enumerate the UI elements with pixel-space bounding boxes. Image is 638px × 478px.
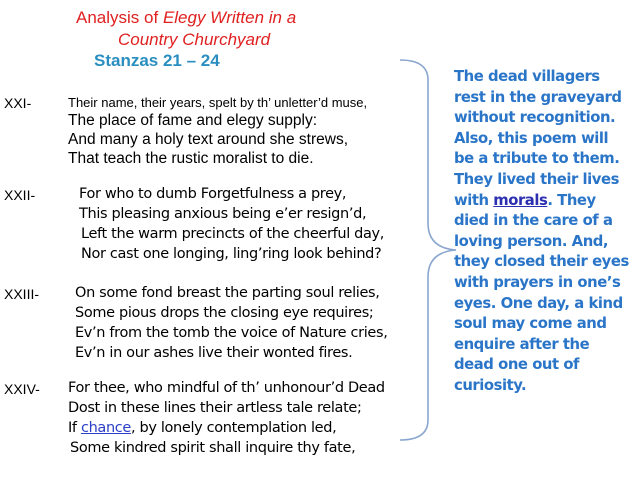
summary-line: with prayers in one’s bbox=[454, 273, 621, 291]
summary-line: enquire after the bbox=[454, 335, 590, 353]
stanza-number-24: XXIV- bbox=[4, 381, 40, 397]
title-prefix: Analysis of bbox=[76, 8, 163, 27]
summary-line: they closed their eyes bbox=[454, 253, 629, 271]
summary-line-morals bbox=[454, 191, 632, 212]
morals-link[interactable]: morals bbox=[493, 191, 548, 209]
stanza-21-line-4: That teach the rustic moralist to die. bbox=[68, 150, 314, 167]
stanza-23-line-2: Some pious drops the closing eye requires; bbox=[75, 305, 374, 321]
stanza-24-line-2: Dost in these lines their artless tale relate; bbox=[68, 400, 362, 416]
summary-line: curiosity. bbox=[454, 376, 527, 394]
title-italic-2: Country Churchyard bbox=[118, 30, 271, 49]
summary-text bbox=[454, 67, 632, 397]
title-italic-1: Elegy Written in a bbox=[162, 8, 297, 27]
title-line-2 bbox=[118, 30, 270, 50]
summary-line: without recognition. bbox=[454, 109, 616, 127]
stanza-24-line-4: Some kindred spirit shall inquire thy fate, bbox=[70, 440, 356, 456]
summary-line: eyes. One day, a kind bbox=[454, 294, 623, 312]
summary-line: soul may come and bbox=[454, 315, 607, 333]
summary-with: with bbox=[454, 191, 494, 209]
subtitle: Stanzas 21 – 24 bbox=[94, 51, 220, 70]
summary-line: rest in the graveyard bbox=[454, 88, 622, 106]
stanza-number-23: XXIII- bbox=[4, 286, 40, 302]
stanza-22-line-2: This pleasing anxious being e’er resign’d, bbox=[79, 206, 367, 222]
stanza-23-line-4: Ev’n in our ashes live their wonted fires. bbox=[75, 345, 353, 361]
stanza-22-line-3: Left the warm precincts of the cheerful day, bbox=[81, 226, 385, 242]
summary-line: loving person. And, bbox=[454, 232, 609, 250]
stanza-22-line-4: Nor cast one longing, ling’ring look behind? bbox=[81, 246, 382, 262]
stanza-24-line-3-end: , by lonely contemplation led, bbox=[130, 420, 337, 436]
stanza-21-line-1: Their name, their years, spelt by th’ unletter’d muse, bbox=[68, 95, 368, 110]
stanza-number-21: XXI- bbox=[4, 95, 32, 111]
stanza-21-line-2: The place of fame and elegy supply: bbox=[68, 112, 318, 129]
stanza-21-line-3: And many a holy text around she strews, bbox=[68, 131, 349, 148]
summary-line: be a tribute to them. bbox=[454, 150, 620, 168]
curly-brace bbox=[398, 58, 458, 442]
stanza-24-line-3 bbox=[68, 420, 336, 436]
summary-line: Also, this poem will bbox=[454, 129, 609, 147]
summary-line: They lived their lives bbox=[454, 170, 619, 188]
summary-line: died in the care of a bbox=[454, 212, 613, 230]
stanza-23-line-3: Ev’n from the tomb the voice of Nature cries, bbox=[75, 325, 388, 341]
chance-link[interactable]: chance bbox=[80, 420, 131, 436]
stanza-22-line-1: For who to dumb Forgetfulness a prey, bbox=[79, 186, 347, 202]
summary-line: The dead villagers bbox=[454, 68, 600, 85]
stanza-23-line-1: On some fond breast the parting soul relies, bbox=[75, 285, 380, 301]
title-line-1 bbox=[76, 8, 296, 28]
stanza-number-22: XXII- bbox=[4, 187, 36, 203]
stanza-24-line-1: For thee, who mindful of th’ unhonour’d Dead bbox=[68, 380, 385, 396]
summary-they: . They bbox=[547, 191, 596, 209]
stanza-24-line-3-start: If bbox=[68, 420, 81, 436]
summary-line: dead one out of bbox=[454, 356, 580, 374]
